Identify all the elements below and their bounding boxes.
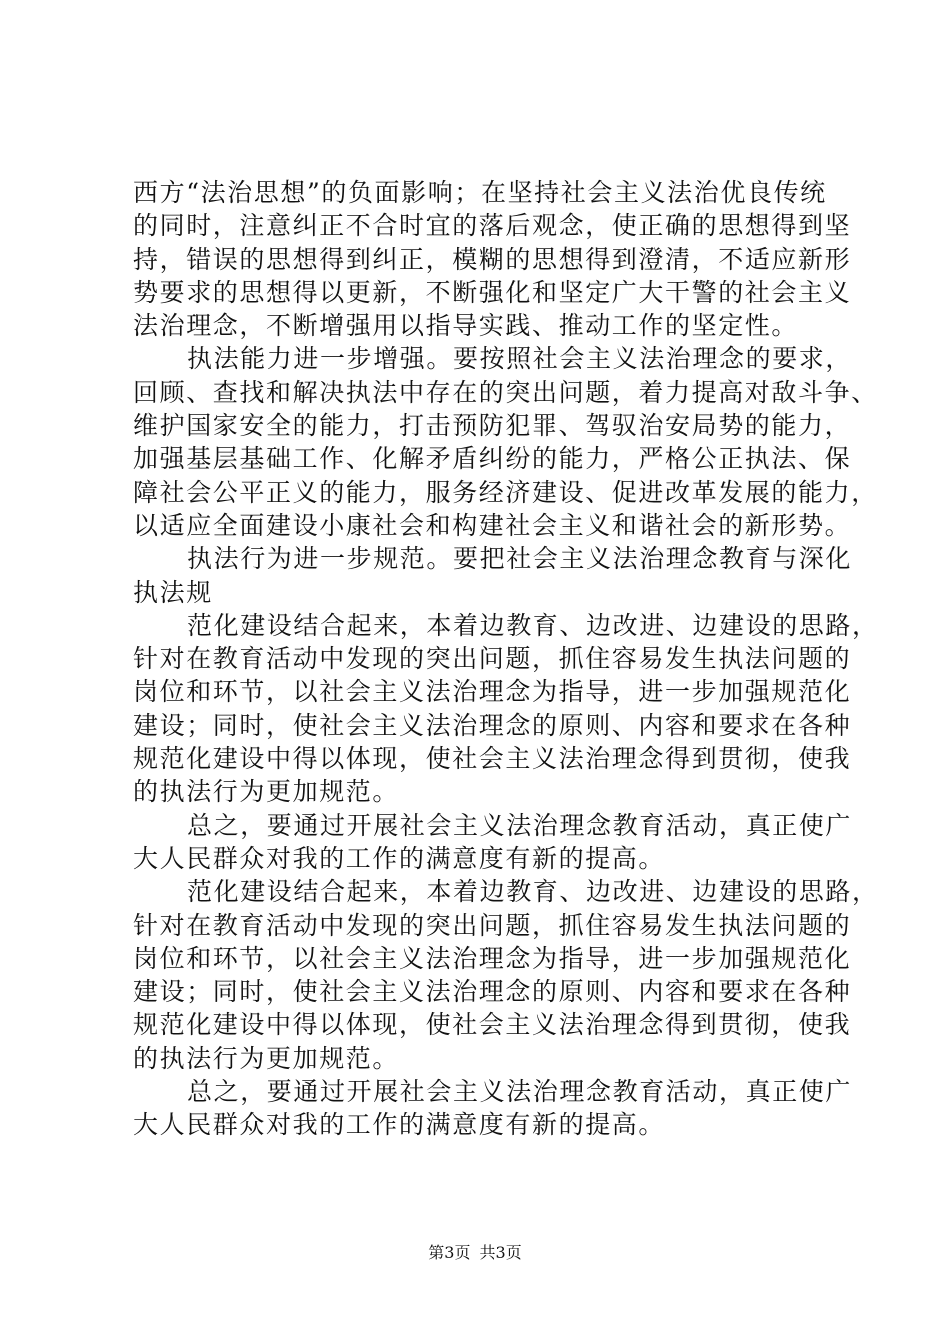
text-line: 加强基层基础工作、化解矛盾纠纷的能力，严格公正执法、保: [133, 444, 852, 474]
text-line: 法治理念，不断增强用以指导实践、推动工作的坚定性。: [133, 311, 799, 341]
text-line: 规范化建设中得以体现，使社会主义法治理念得到贯彻，使我: [133, 744, 852, 774]
text-line: 西方“法治思想”的负面影响；在坚持社会主义法治优良传统: [133, 178, 827, 207]
text-line: 的同时，注意纠正不合时宜的落后观念，使正确的思想得到坚: [133, 211, 852, 241]
text-line: 维护国家安全的能力，打击预防犯罪、驾驭治安局势的能力，: [133, 411, 852, 441]
text-line: 范化建设结合起来，本着边教育、边改进、边建设的思路，: [187, 610, 879, 640]
text-line: 岗位和环节，以社会主义法治理念为指导，进一步加强规范化: [133, 677, 852, 707]
text-line: 大人民群众对我的工作的满意度有新的提高。: [133, 843, 666, 873]
text-line: 岗位和环节，以社会主义法治理念为指导，进一步加强规范化: [133, 943, 852, 973]
text-line: 建设；同时，使社会主义法治理念的原则、内容和要求在各种: [133, 710, 852, 740]
page-footer: [0, 1242, 950, 1264]
page-number-current: 第3页: [428, 1243, 471, 1262]
text-line: 针对在教育活动中发现的突出问题，抓住容易发生执法问题的: [133, 644, 852, 674]
text-line: 势要求的思想得以更新，不断强化和坚定广大干警的社会主义: [133, 277, 852, 307]
text-line: 的执法行为更加规范。: [133, 777, 400, 807]
text-line: 大人民群众对我的工作的满意度有新的提高。: [133, 1110, 666, 1140]
text-line: 执法能力进一步增强。要按照社会主义法治理念的要求，: [187, 344, 853, 374]
text-line: 建设；同时，使社会主义法治理念的原则、内容和要求在各种: [133, 977, 852, 1007]
page-number-total: 共3页: [479, 1243, 522, 1262]
text-line: 执法规: [133, 577, 213, 607]
text-line: 总之，要通过开展社会主义法治理念教育活动，真正使广: [187, 1077, 853, 1107]
text-line: 持，错误的思想得到纠正，模糊的思想得到澄清，不适应新形: [133, 244, 852, 274]
text-line: 障社会公平正义的能力，服务经济建设、促进改革发展的能力，: [133, 477, 878, 507]
text-line: 范化建设结合起来，本着边教育、边改进、边建设的思路，: [187, 877, 879, 907]
text-line: 的执法行为更加规范。: [133, 1043, 400, 1073]
text-line: 回顾、查找和解决执法中存在的突出问题，着力提高对敌斗争、: [133, 377, 878, 407]
document-body: [133, 176, 879, 1142]
text-line: 规范化建设中得以体现，使社会主义法治理念得到贯彻，使我: [133, 1010, 852, 1040]
text-line: 以适应全面建设小康社会和构建社会主义和谐社会的新形势。: [133, 510, 852, 540]
text-line: 执法行为进一步规范。要把社会主义法治理念教育与深化: [187, 544, 853, 574]
text-line: 总之，要通过开展社会主义法治理念教育活动，真正使广: [187, 810, 853, 840]
text-line: 针对在教育活动中发现的突出问题，抓住容易发生执法问题的: [133, 910, 852, 940]
